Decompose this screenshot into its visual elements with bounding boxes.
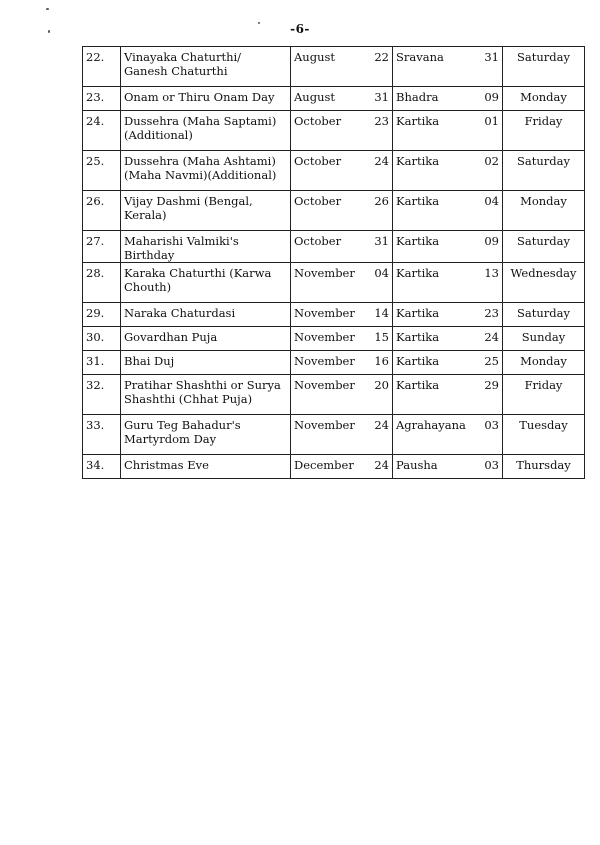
gregorian-day-cell: 22: [363, 47, 393, 87]
gregorian-day-cell: 04: [363, 263, 393, 303]
saka-month-cell: Kartika: [393, 351, 473, 375]
gregorian-day-cell: 15: [363, 327, 393, 351]
saka-month-cell: Kartika: [393, 327, 473, 351]
table-row: [83, 455, 585, 479]
page-number: -6-: [290, 22, 310, 36]
saka-day-cell: 23: [473, 303, 503, 327]
table-row: [83, 87, 585, 111]
weekday-cell: Monday: [503, 87, 585, 111]
saka-day-cell: 03: [473, 415, 503, 455]
gregorian-day-cell: 16: [363, 351, 393, 375]
table-row: [83, 351, 585, 375]
occasion-cell: Guru Teg Bahadur's Martyrdom Day: [121, 415, 291, 455]
gregorian-month-cell: November: [291, 263, 363, 303]
saka-day-cell: 09: [473, 87, 503, 111]
saka-day-cell: 01: [473, 111, 503, 151]
holiday-table: [82, 46, 585, 479]
saka-day-cell: 13: [473, 263, 503, 303]
gregorian-month-cell: November: [291, 351, 363, 375]
saka-month-cell: Pausha: [393, 455, 473, 479]
weekday-cell: Friday: [503, 111, 585, 151]
table-row: [83, 303, 585, 327]
serial-number-cell: 27.: [83, 231, 121, 263]
weekday-cell: Tuesday: [503, 415, 585, 455]
weekday-cell: Saturday: [503, 151, 585, 191]
saka-month-cell: Kartika: [393, 231, 473, 263]
gregorian-day-cell: 24: [363, 151, 393, 191]
gregorian-day-cell: 24: [363, 455, 393, 479]
gregorian-day-cell: 26: [363, 191, 393, 231]
saka-month-cell: Sravana: [393, 47, 473, 87]
saka-day-cell: 04: [473, 191, 503, 231]
serial-number-cell: 30.: [83, 327, 121, 351]
serial-number-cell: 25.: [83, 151, 121, 191]
saka-day-cell: 09: [473, 231, 503, 263]
saka-day-cell: 03: [473, 455, 503, 479]
weekday-cell: Saturday: [503, 47, 585, 87]
gregorian-month-cell: November: [291, 327, 363, 351]
gregorian-day-cell: 24: [363, 415, 393, 455]
saka-day-cell: 02: [473, 151, 503, 191]
gregorian-day-cell: 31: [363, 87, 393, 111]
holiday-table-body: [83, 47, 585, 479]
weekday-cell: Friday: [503, 375, 585, 415]
serial-number-cell: 28.: [83, 263, 121, 303]
saka-month-cell: Kartika: [393, 111, 473, 151]
occasion-cell: Maharishi Valmiki's Birthday: [121, 231, 291, 263]
occasion-cell: Dussehra (Maha Saptami) (Additional): [121, 111, 291, 151]
table-row: [83, 151, 585, 191]
saka-month-cell: Kartika: [393, 263, 473, 303]
serial-number-cell: 22.: [83, 47, 121, 87]
occasion-cell: Pratihar Shashthi or Surya Shashthi (Chhat Puja): [121, 375, 291, 415]
saka-month-cell: Kartika: [393, 303, 473, 327]
saka-month-cell: Kartika: [393, 191, 473, 231]
weekday-cell: Monday: [503, 191, 585, 231]
saka-day-cell: 25: [473, 351, 503, 375]
table-row: [83, 375, 585, 415]
occasion-cell: Dussehra (Maha Ashtami) (Maha Navmi)(Additional): [121, 151, 291, 191]
serial-number-cell: 26.: [83, 191, 121, 231]
table-row: [83, 47, 585, 87]
saka-day-cell: 29: [473, 375, 503, 415]
weekday-cell: Sunday: [503, 327, 585, 351]
saka-day-cell: 24: [473, 327, 503, 351]
occasion-cell: Karaka Chaturthi (Karwa Chouth): [121, 263, 291, 303]
weekday-cell: Monday: [503, 351, 585, 375]
serial-number-cell: 29.: [83, 303, 121, 327]
gregorian-month-cell: August: [291, 87, 363, 111]
gregorian-month-cell: November: [291, 375, 363, 415]
saka-month-cell: Bhadra: [393, 87, 473, 111]
weekday-cell: Thursday: [503, 455, 585, 479]
table-row: [83, 231, 585, 263]
saka-day-cell: 31: [473, 47, 503, 87]
occasion-cell: Christmas Eve: [121, 455, 291, 479]
gregorian-month-cell: November: [291, 415, 363, 455]
gregorian-month-cell: December: [291, 455, 363, 479]
table-row: [83, 327, 585, 351]
occasion-cell: Vinayaka Chaturthi/ Ganesh Chaturthi: [121, 47, 291, 87]
serial-number-cell: 33.: [83, 415, 121, 455]
weekday-cell: Saturday: [503, 303, 585, 327]
weekday-cell: Wednesday: [503, 263, 585, 303]
occasion-cell: Onam or Thiru Onam Day: [121, 87, 291, 111]
table-row: [83, 111, 585, 151]
gregorian-month-cell: October: [291, 231, 363, 263]
saka-month-cell: Kartika: [393, 151, 473, 191]
saka-month-cell: Agrahayana: [393, 415, 473, 455]
serial-number-cell: 24.: [83, 111, 121, 151]
serial-number-cell: 23.: [83, 87, 121, 111]
table-row: [83, 191, 585, 231]
gregorian-day-cell: 23: [363, 111, 393, 151]
gregorian-month-cell: October: [291, 191, 363, 231]
gregorian-month-cell: October: [291, 151, 363, 191]
occasion-cell: Naraka Chaturdasi: [121, 303, 291, 327]
scan-speck: [46, 8, 49, 10]
gregorian-month-cell: November: [291, 303, 363, 327]
serial-number-cell: 34.: [83, 455, 121, 479]
table-row: [83, 415, 585, 455]
table-row: [83, 263, 585, 303]
saka-month-cell: Kartika: [393, 375, 473, 415]
weekday-cell: Saturday: [503, 231, 585, 263]
gregorian-day-cell: 31: [363, 231, 393, 263]
occasion-cell: Govardhan Puja: [121, 327, 291, 351]
serial-number-cell: 32.: [83, 375, 121, 415]
serial-number-cell: 31.: [83, 351, 121, 375]
gregorian-month-cell: August: [291, 47, 363, 87]
gregorian-month-cell: October: [291, 111, 363, 151]
gregorian-day-cell: 20: [363, 375, 393, 415]
occasion-cell: Vijay Dashmi (Bengal, Kerala): [121, 191, 291, 231]
gregorian-day-cell: 14: [363, 303, 393, 327]
occasion-cell: Bhai Duj: [121, 351, 291, 375]
